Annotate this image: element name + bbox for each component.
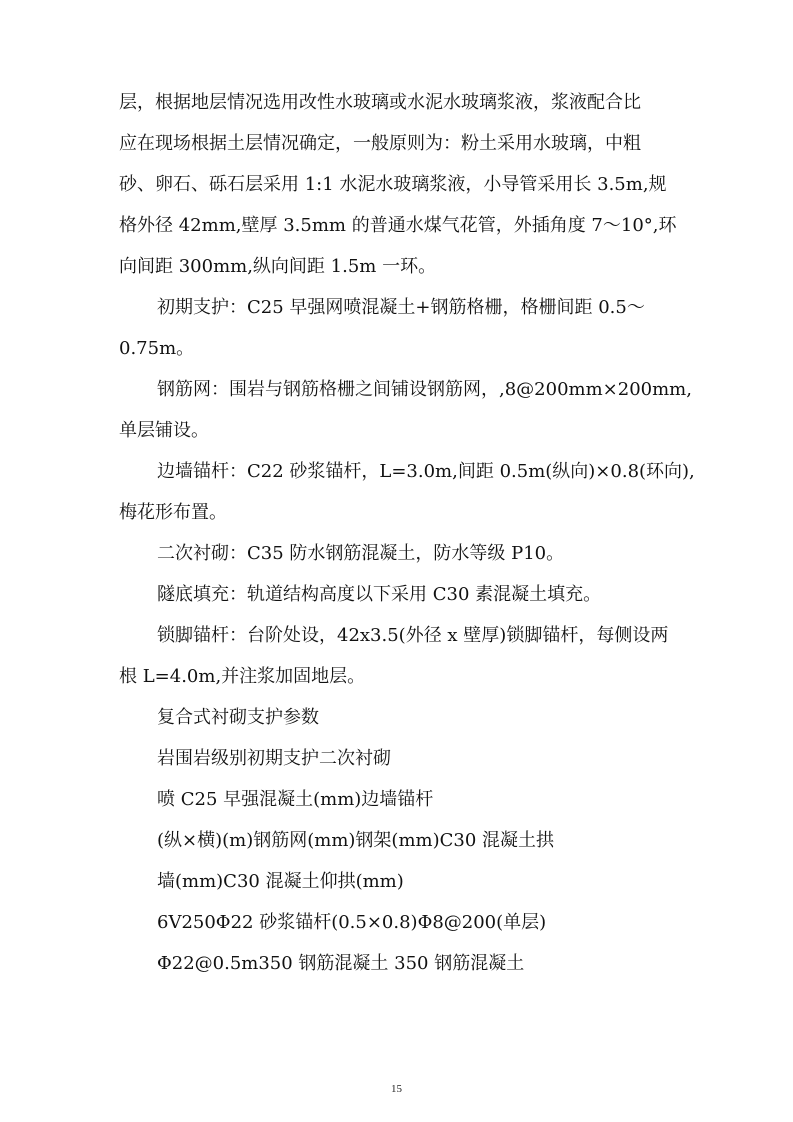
table-text-line-4: 墙(mm)C30 混凝土仰拱(mm): [157, 871, 404, 892]
paragraph-line-2: 应在现场根据土层情况确定，一般原则为：粉土采用水玻璃，中粗: [119, 133, 641, 154]
table-text-line-3: (纵×横)(m)钢筋网(mm)钢架(mm)C30 混凝土拱: [157, 830, 555, 851]
secondary-lining-line: 二次衬砌：C35 防水钢筋混凝土，防水等级 P10。: [157, 543, 565, 564]
lock-foot-anchor-line-2: 根 L=4.0m,并注浆加固地层。: [119, 666, 366, 687]
page-number: 15: [391, 1083, 402, 1095]
initial-support-line-2: 0.75m。: [119, 338, 195, 359]
table-text-line-2: 喷 C25 早强混凝土(mm)边墙锚杆: [157, 789, 434, 810]
lining-parameters-heading: 复合式衬砌支护参数: [157, 707, 319, 728]
steel-mesh-line-1: 钢筋网：围岩与钢筋格栅之间铺设钢筋网，,8@200mm×200mm,: [157, 379, 692, 400]
side-wall-anchor-line-2: 梅花形布置。: [119, 502, 227, 523]
steel-mesh-line-2: 单层铺设。: [119, 420, 209, 441]
invert-filling-line: 隧底填充：轨道结构高度以下采用 C30 素混凝土填充。: [157, 584, 602, 605]
paragraph-line-5: 向间距 300mm,纵向间距 1.5m 一环。: [119, 256, 437, 277]
paragraph-line-4: 格外径 42mm,壁厚 3.5mm 的普通水煤气花管，外插角度 7～10°,环: [119, 215, 677, 236]
lock-foot-anchor-line-1: 锁脚锚杆：台阶处设，42x3.5(外径 x 壁厚)锁脚锚杆，每侧设两: [157, 625, 669, 646]
table-text-line-5: 6V250Φ22 砂浆锚杆(0.5×0.8)Φ8@200(单层): [157, 912, 547, 933]
table-text-line-1: 岩围岩级别初期支护二次衬砌: [157, 748, 391, 769]
paragraph-line-1: 层，根据地层情况选用改性水玻璃或水泥水玻璃浆液，浆液配合比: [119, 92, 641, 113]
table-text-line-6: Φ22@0.5m350 钢筋混凝土 350 钢筋混凝土: [157, 953, 525, 974]
initial-support-line-1: 初期支护：C25 早强网喷混凝土+钢筋格栅，格栅间距 0.5～: [157, 297, 645, 318]
side-wall-anchor-line-1: 边墙锚杆：C22 砂浆锚杆，L=3.0m,间距 0.5m(纵向)×0.8(环向),: [157, 461, 695, 482]
paragraph-line-3: 砂、卵石、砾石层采用 1:1 水泥水玻璃浆液，小导管采用长 3.5m,规: [119, 174, 667, 195]
